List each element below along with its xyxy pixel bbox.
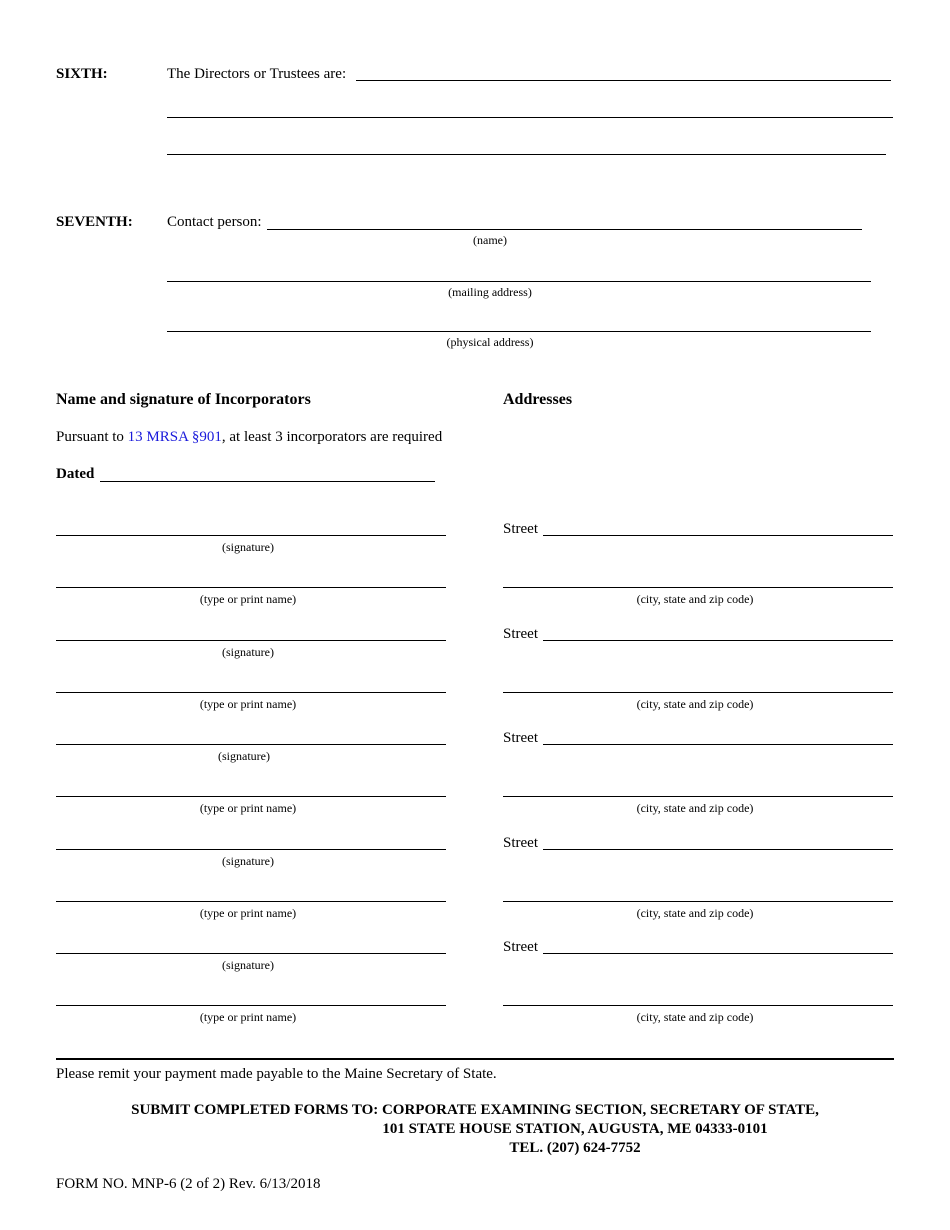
signature-caption: (signature)	[222, 645, 274, 659]
signature-caption: (signature)	[222, 540, 274, 554]
print-name-line[interactable]	[56, 692, 446, 693]
city-state-zip-caption: (city, state and zip code)	[636, 697, 754, 711]
directors-field-1[interactable]	[356, 80, 891, 81]
city-state-zip-caption: (city, state and zip code)	[636, 906, 754, 920]
footer-divider	[56, 1058, 894, 1060]
print-name-caption: (type or print name)	[199, 801, 297, 815]
physical-address-field[interactable]	[167, 331, 871, 332]
directors-field-3[interactable]	[167, 154, 886, 155]
print-name-line[interactable]	[56, 1005, 446, 1006]
signature-line[interactable]	[56, 849, 446, 850]
signature-caption: (signature)	[222, 854, 274, 868]
incorporators-heading: Name and signature of Incorporators	[56, 391, 311, 408]
sixth-heading: SIXTH:	[56, 66, 108, 82]
pursuant-prefix: Pursuant to	[56, 429, 128, 445]
street-field[interactable]	[543, 535, 893, 536]
street-label: Street	[503, 626, 538, 642]
city-state-zip-caption: (city, state and zip code)	[636, 592, 754, 606]
submit-line-1: SUBMIT COMPLETED FORMS TO: CORPORATE EXAMINING SECTION, SECRETARY OF STATE,	[131, 1102, 819, 1118]
physical-address-caption: (physical address)	[446, 335, 534, 349]
pursuant-text	[56, 429, 442, 446]
street-field[interactable]	[543, 640, 893, 641]
signature-caption: (signature)	[222, 958, 274, 972]
print-name-caption: (type or print name)	[199, 906, 297, 920]
signature-caption: (signature)	[218, 749, 270, 763]
street-label: Street	[503, 730, 538, 746]
dated-label: Dated	[56, 466, 95, 482]
remit-note: Please remit your payment made payable to the Maine Secretary of State.	[56, 1066, 497, 1082]
print-name-caption: (type or print name)	[199, 697, 297, 711]
print-name-line[interactable]	[56, 587, 446, 588]
addresses-heading: Addresses	[503, 391, 573, 408]
city-state-zip-field[interactable]	[503, 796, 893, 797]
print-name-caption: (type or print name)	[199, 592, 297, 606]
submit-line-3: TEL. (207) 624-7752	[509, 1140, 641, 1156]
dated-field[interactable]	[100, 481, 435, 482]
mailing-address-caption: (mailing address)	[448, 285, 532, 299]
city-state-zip-field[interactable]	[503, 1005, 893, 1006]
street-field[interactable]	[543, 953, 893, 954]
signature-line[interactable]	[56, 640, 446, 641]
signature-line[interactable]	[56, 744, 446, 745]
street-field[interactable]	[543, 744, 893, 745]
mailing-address-field[interactable]	[167, 281, 871, 282]
contact-name-field[interactable]	[267, 229, 862, 230]
city-state-zip-field[interactable]	[503, 901, 893, 902]
signature-line[interactable]	[56, 953, 446, 954]
seventh-heading: SEVENTH:	[56, 214, 133, 230]
pursuant-suffix: , at least 3 incorporators are required	[221, 429, 443, 445]
street-field[interactable]	[543, 849, 893, 850]
statute-link[interactable]: 13 MRSA §901	[127, 429, 222, 445]
street-label: Street	[503, 835, 538, 851]
print-name-caption: (type or print name)	[199, 1010, 297, 1024]
city-state-zip-caption: (city, state and zip code)	[636, 801, 754, 815]
street-label: Street	[503, 939, 538, 955]
city-state-zip-field[interactable]	[503, 587, 893, 588]
print-name-line[interactable]	[56, 901, 446, 902]
directors-label: The Directors or Trustees are:	[167, 66, 347, 82]
directors-field-2[interactable]	[167, 117, 893, 118]
submit-line-2: 101 STATE HOUSE STATION, AUGUSTA, ME 04333-0101	[382, 1121, 768, 1137]
name-caption: (name)	[473, 233, 507, 247]
city-state-zip-field[interactable]	[503, 692, 893, 693]
signature-line[interactable]	[56, 535, 446, 536]
contact-person-label: Contact person:	[167, 214, 262, 230]
print-name-line[interactable]	[56, 796, 446, 797]
form-number: FORM NO. MNP-6 (2 of 2) Rev. 6/13/2018	[56, 1176, 321, 1192]
city-state-zip-caption: (city, state and zip code)	[636, 1010, 754, 1024]
street-label: Street	[503, 521, 538, 537]
